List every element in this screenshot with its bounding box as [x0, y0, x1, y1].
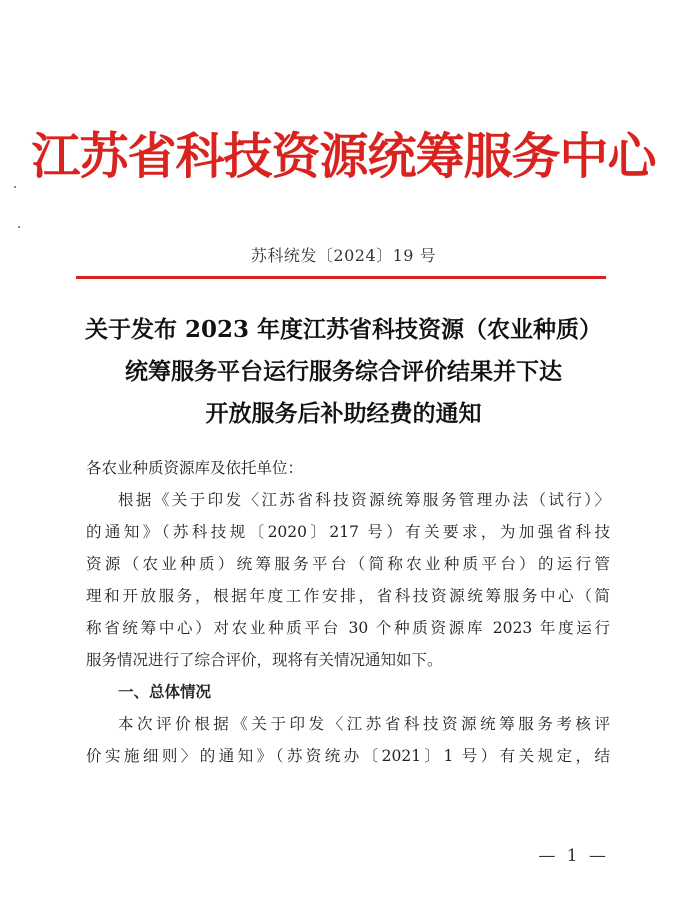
paragraph-line: 资源（农业种质）统筹服务平台（简称农业种质平台）的运行管 — [86, 555, 610, 573]
red-header-rule — [76, 276, 606, 279]
paragraph-line: 称省统筹中心）对农业种质平台 30 个种质资源库 2023 年度运行 — [86, 619, 610, 637]
document-title-line: 开放服务后补助经费的通知 — [205, 400, 482, 427]
issuing-organization-title: 江苏省科技资源统筹服务中心 — [31, 127, 656, 185]
document-body — [86, 452, 610, 772]
paragraph-line: 理和开放服务，根据年度工作安排，省科技资源统筹服务中心（简 — [86, 587, 610, 605]
document-title-line: 统筹服务平台运行服务综合评价结果并下达 — [125, 358, 562, 385]
paragraph-line: 本次评价根据《关于印发〈江苏省科技资源统筹服务考核评 — [118, 715, 610, 733]
section-heading: 一、总体情况 — [118, 682, 212, 701]
paragraph-line: 的通知》（苏科技规〔2020〕217 号）有关要求，为加强省科技 — [86, 523, 610, 541]
paragraph-line: 服务情况进行了综合评价，现将有关情况通知如下。 — [86, 651, 443, 669]
paragraph-line: 价实施细则〉的通知》（苏资统办〔2021〕1 号）有关规定，结 — [86, 747, 610, 765]
document-title — [50, 309, 637, 435]
page-number: — 1 — — [538, 846, 609, 866]
salutation: 各农业种质资源库及依托单位： — [86, 459, 304, 477]
document-title-line: 关于发布 2023 年度江苏省科技资源（农业种质） — [84, 316, 603, 343]
paragraph-line: 根据《关于印发〈江苏省科技资源统筹服务管理办法（试行）〉 — [118, 491, 610, 509]
document-number: 苏科统发〔2024〕19 号 — [250, 246, 437, 265]
scan-mark — [18, 226, 20, 228]
